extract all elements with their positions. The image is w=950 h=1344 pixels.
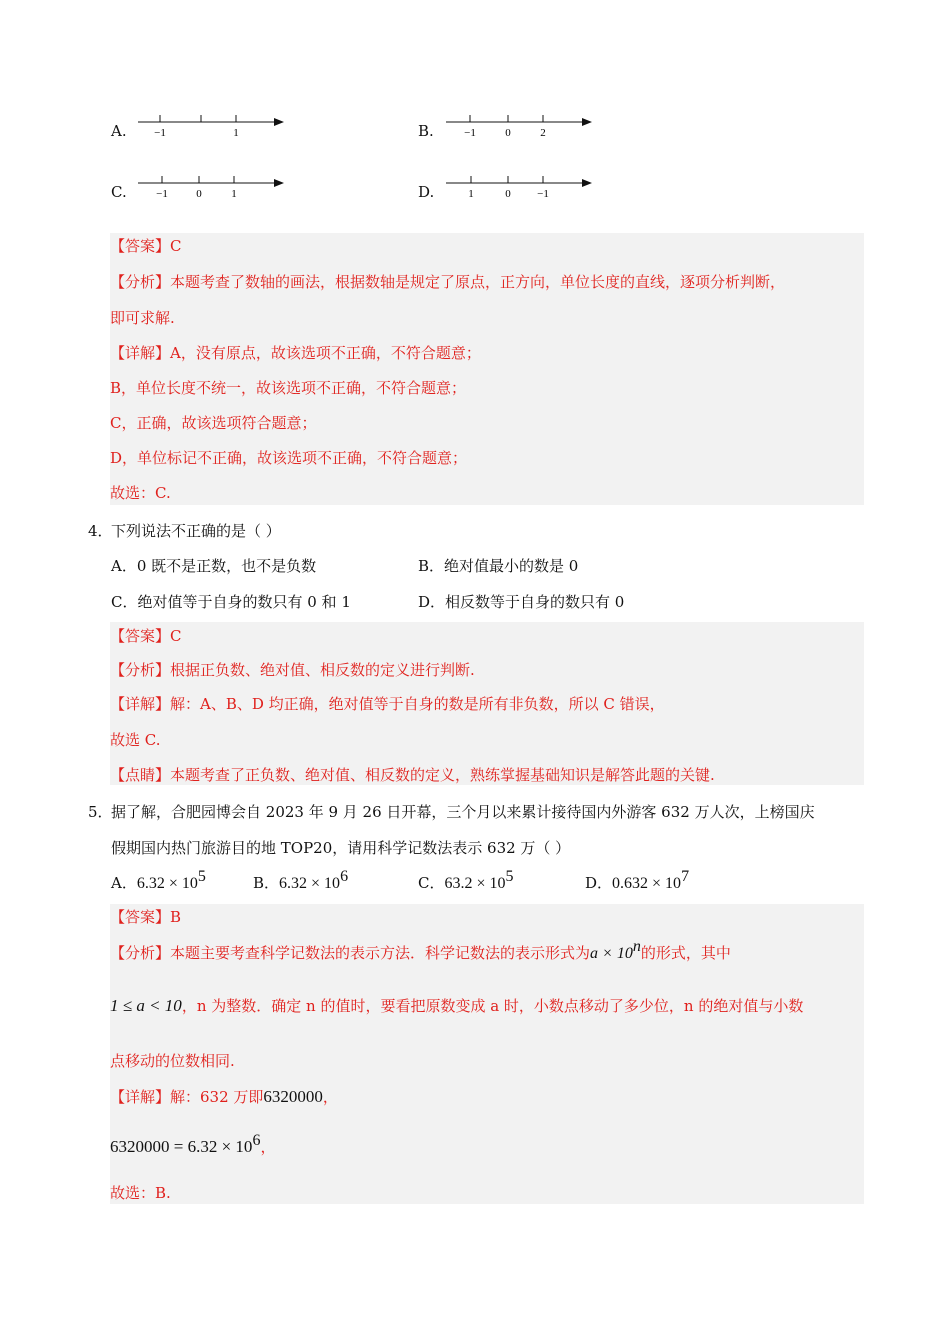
q5-option-a[interactable] bbox=[111, 868, 206, 893]
analysis-formula: a × 10 bbox=[590, 945, 633, 962]
detail-comma: ， bbox=[322, 1088, 338, 1106]
comment-tag: 【点睛】 bbox=[110, 766, 171, 784]
q5-option-b[interactable] bbox=[253, 868, 349, 893]
q3-c-tick-1: −1 bbox=[156, 188, 168, 200]
q3-d-tick-1: 1 bbox=[468, 188, 474, 200]
q4-detail-line-2: 故选 C. bbox=[110, 731, 161, 749]
answer-value: C bbox=[170, 237, 182, 255]
q4-analysis-line bbox=[110, 660, 475, 680]
detail-text: A，没有原点，故该选项不正确，不符合题意； bbox=[170, 344, 481, 362]
q5-option-a-key: A． bbox=[111, 874, 137, 892]
q5-option-c-exp: 5 bbox=[505, 868, 514, 885]
q3-c-tick-2: 0 bbox=[196, 188, 202, 200]
analysis-text: 本题考查了数轴的画法，根据数轴是规定了原点，正方向，单位长度的直线，逐项分析判断， bbox=[170, 273, 786, 291]
q5-stem-line-1: 据了解，合肥园博会自 2023 年 9 月 26 日开幕，三个月以来累计接待国内外游客 632 万人次，上榜国庆 bbox=[111, 803, 815, 821]
q3-detail-line-4: D，单位标记不正确，故该选项不正确，不符合题意； bbox=[110, 449, 468, 467]
detail-comma-2: ， bbox=[260, 1138, 276, 1156]
q5-option-c[interactable] bbox=[418, 868, 514, 893]
q3-a-tick-1: −1 bbox=[154, 127, 166, 139]
q4-answer-line bbox=[110, 626, 182, 646]
analysis-text-2: 的形式，其中 bbox=[640, 944, 731, 962]
comment-text: 本题考查了正负数、绝对值、相反数的定义，熟练掌握基础知识是解答此题的关键. bbox=[170, 766, 715, 784]
answer-tag: 【答案】 bbox=[110, 908, 171, 926]
analysis-text: 根据正负数、绝对值、相反数的定义进行判断. bbox=[170, 661, 475, 679]
q5-option-c-key: C． bbox=[418, 874, 445, 892]
q5-option-d-key: D． bbox=[585, 874, 613, 892]
q4-option-b[interactable]: B．绝对值最小的数是 0 bbox=[418, 557, 579, 575]
q5-analysis-line-3: 点移动的位数相同. bbox=[110, 1052, 235, 1070]
analysis-tag: 【分析】 bbox=[110, 944, 171, 962]
q3-detail-line-5: 故选：C. bbox=[110, 484, 171, 502]
q4-number: 4． bbox=[88, 522, 113, 540]
answer-value: B bbox=[170, 908, 182, 926]
q4-stem: 下列说法不正确的是（ ） bbox=[111, 522, 281, 540]
q3-b-tick-2: 0 bbox=[505, 127, 511, 139]
q5-stem-line-2: 假期国内热门旅游目的地 TOP20，请用科学记数法表示 632 万（ ） bbox=[111, 839, 571, 857]
analysis-tag: 【分析】 bbox=[110, 661, 171, 679]
q4-option-d[interactable]: D．相反数等于自身的数只有 0 bbox=[418, 593, 625, 611]
q5-detail-line-3: 故选：B. bbox=[110, 1184, 171, 1202]
detail-tag: 【详解】 bbox=[110, 344, 171, 362]
detail-text: 解：632 万即 bbox=[170, 1088, 264, 1106]
q5-detail-line-1 bbox=[110, 1087, 338, 1107]
q5-option-b-exp: 6 bbox=[340, 868, 349, 885]
q5-option-a-exp: 5 bbox=[197, 868, 206, 885]
detail-tag: 【详解】 bbox=[110, 695, 171, 713]
answer-tag: 【答案】 bbox=[110, 237, 171, 255]
q3-option-c-number-line bbox=[138, 173, 288, 201]
q3-detail-line-1 bbox=[110, 343, 481, 363]
q5-option-b-key: B． bbox=[253, 874, 280, 892]
q5-option-d[interactable] bbox=[585, 868, 690, 893]
q3-option-a-key[interactable]: A. bbox=[111, 122, 127, 140]
q3-c-tick-3: 1 bbox=[231, 188, 237, 200]
analysis-text: 本题主要考查科学记数法的表示方法．科学记数法的表示形式为 bbox=[170, 944, 591, 962]
analysis-tag: 【分析】 bbox=[110, 273, 171, 291]
q3-d-tick-2: 0 bbox=[505, 188, 511, 200]
analysis-formula-exp: n bbox=[632, 938, 641, 955]
detail-equation: 6320000 = 6.32 × 10 bbox=[110, 1137, 253, 1156]
q4-option-c[interactable]: C．绝对值等于自身的数只有 0 和 1 bbox=[111, 593, 351, 611]
q3-b-tick-1: −1 bbox=[464, 127, 476, 139]
analysis-text-3: ，n 为整数．确定 n 的值时，要看把原数变成 a 时，小数点移动了多少位，n 的绝对值与小数 bbox=[181, 997, 804, 1015]
q3-detail-line-2: B，单位长度不统一，故该选项不正确，不符合题意； bbox=[110, 379, 467, 397]
q5-option-d-base: 0.632 × 10 bbox=[612, 875, 682, 892]
q3-solution-box bbox=[110, 233, 864, 505]
q5-detail-line-2 bbox=[110, 1132, 276, 1157]
q4-comment-line bbox=[110, 765, 715, 785]
q3-option-b-key[interactable]: B. bbox=[418, 122, 434, 140]
analysis-inequality: 1 ≤ a < 10 bbox=[110, 996, 182, 1015]
detail-equation-exp: 6 bbox=[252, 1132, 261, 1149]
q3-detail-line-3: C，正确，故该选项符合题意； bbox=[110, 414, 317, 432]
q3-d-tick-3: −1 bbox=[537, 188, 549, 200]
q4-detail-line-1 bbox=[110, 694, 665, 714]
q5-answer-line bbox=[110, 907, 181, 927]
q5-number: 5． bbox=[88, 803, 113, 821]
q3-analysis-line-1 bbox=[110, 272, 785, 292]
q3-option-d-number-line bbox=[446, 173, 596, 201]
q3-analysis-line-2: 即可求解. bbox=[110, 309, 175, 327]
q5-option-d-exp: 7 bbox=[681, 868, 690, 885]
q5-option-a-base: 6.32 × 10 bbox=[136, 875, 198, 892]
answer-value: C bbox=[170, 627, 182, 645]
q5-analysis-line-2 bbox=[110, 996, 803, 1016]
q4-solution-box bbox=[110, 622, 864, 785]
q5-analysis-line-1 bbox=[110, 938, 731, 964]
q3-option-d-key[interactable]: D. bbox=[418, 183, 435, 201]
detail-number: 6320000 bbox=[263, 1087, 323, 1106]
q3-b-tick-3: 2 bbox=[540, 127, 546, 139]
q3-option-a-number-line bbox=[138, 112, 288, 140]
q3-a-tick-3: 1 bbox=[233, 127, 239, 139]
q5-option-b-base: 6.32 × 10 bbox=[279, 875, 341, 892]
q5-solution-box bbox=[110, 904, 864, 1204]
q4-option-a[interactable]: A．0 既不是正数，也不是负数 bbox=[111, 557, 317, 575]
q3-option-c-key[interactable]: C. bbox=[111, 183, 127, 201]
q5-option-c-base: 63.2 × 10 bbox=[444, 875, 506, 892]
detail-text: 解：A、B、D 均正确，绝对值等于自身的数是所有非负数，所以 C 错误， bbox=[170, 695, 665, 713]
q3-option-b-number-line bbox=[446, 112, 596, 140]
q3-answer-line bbox=[110, 236, 182, 256]
detail-tag: 【详解】 bbox=[110, 1088, 171, 1106]
answer-tag: 【答案】 bbox=[110, 627, 171, 645]
